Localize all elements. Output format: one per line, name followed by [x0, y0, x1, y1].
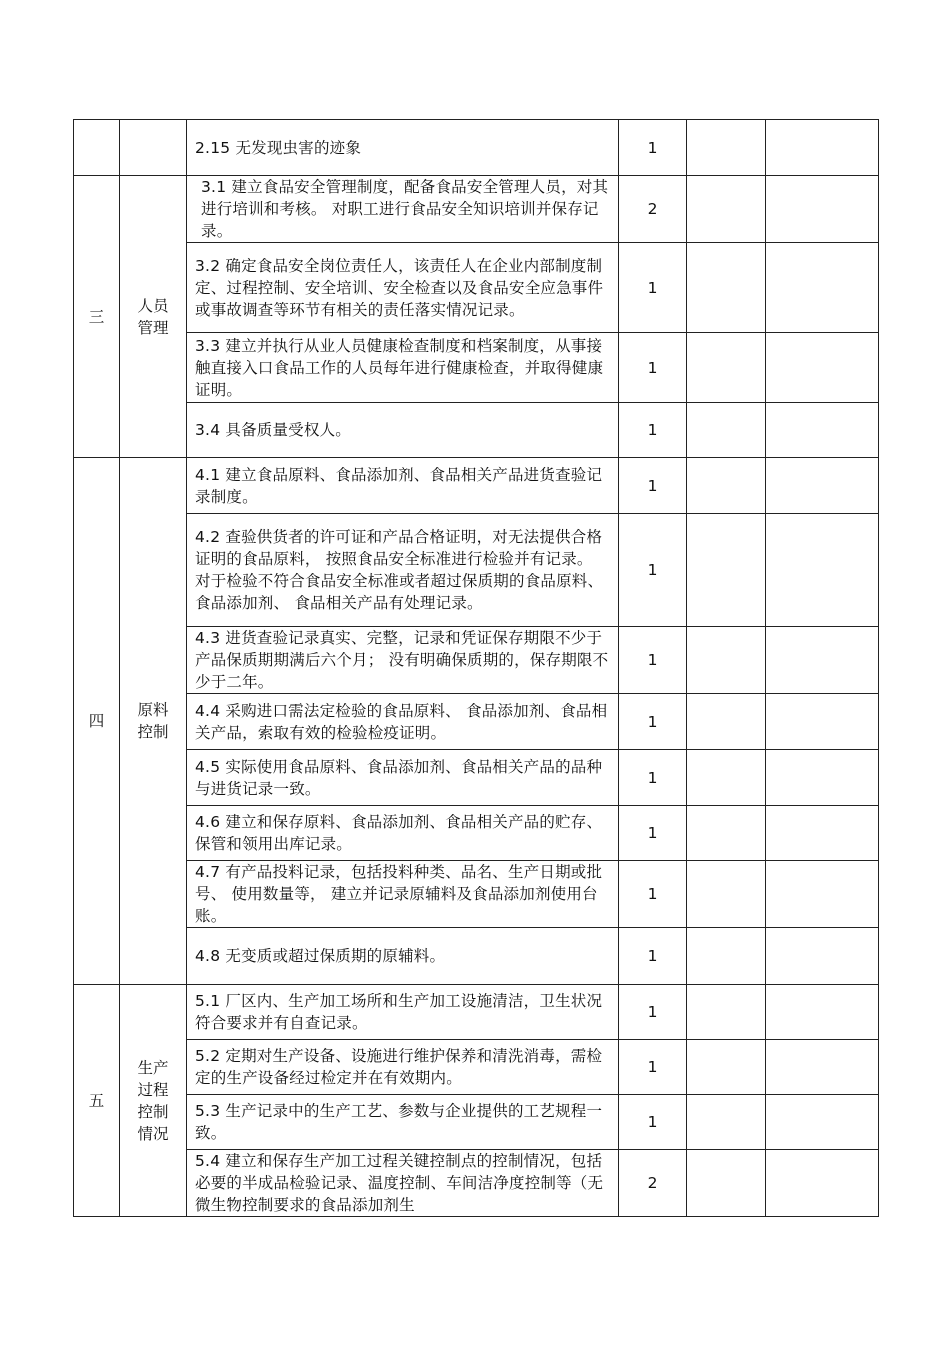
- item-score: 2: [619, 1150, 687, 1217]
- item-text: 2.15 无发现虫害的迹象: [187, 120, 619, 176]
- result-cell: [687, 1150, 766, 1217]
- result-cell: [687, 514, 766, 627]
- remark-cell: [766, 1040, 879, 1095]
- table-row: [74, 750, 879, 806]
- item-score: 1: [619, 333, 687, 403]
- table-row: [74, 243, 879, 333]
- result-cell: [687, 243, 766, 333]
- section-number: 四: [74, 458, 120, 985]
- table-row: [74, 627, 879, 694]
- remark-cell: [766, 928, 879, 985]
- item-text: 4.2 查验供货者的许可证和产品合格证明，对无法提供合格证明的食品原料， 按照食品安全标准进行检验并有记录。 对于检验不符合食品安全标准或者超过保质期的食品原料、 食品添加剂、 食品相关产品有处理记录。: [187, 514, 619, 627]
- item-text: 3.3 建立并执行从业人员健康检查制度和档案制度，从事接触直接入口食品工作的人员每年进行健康检查，并取得健康证明。: [187, 333, 619, 403]
- result-cell: [687, 333, 766, 403]
- item-score: 2: [619, 176, 687, 243]
- section-number: 五: [74, 985, 120, 1217]
- section-number: 三: [74, 176, 120, 458]
- item-text: 4.5 实际使用食品原料、食品添加剂、食品相关产品的品种与进货记录一致。: [187, 750, 619, 806]
- item-text: 4.3 进货查验记录真实、完整，记录和凭证保存期限不少于产品保质期期满后六个月； 没有明确保质期的，保存期限不少于二年。: [187, 627, 619, 694]
- table-row: [74, 514, 879, 627]
- item-text: 4.6 建立和保存原料、食品添加剂、食品相关产品的贮存、保管和领用出库记录。: [187, 806, 619, 861]
- remark-cell: [766, 1095, 879, 1150]
- table-row: [74, 333, 879, 403]
- item-score: 1: [619, 985, 687, 1040]
- remark-cell: [766, 333, 879, 403]
- result-cell: [687, 861, 766, 928]
- remark-cell: [766, 176, 879, 243]
- section-name: [120, 985, 187, 1217]
- remark-cell: [766, 458, 879, 514]
- table-row: [74, 458, 879, 514]
- remark-cell: [766, 514, 879, 627]
- section-name: [120, 176, 187, 458]
- column-divider: [186, 119, 187, 1209]
- item-score: 1: [619, 514, 687, 627]
- remark-cell: [766, 627, 879, 694]
- item-text: 5.1 厂区内、生产加工场所和生产加工设施清洁，卫生状况符合要求并有自查记录。: [187, 985, 619, 1040]
- table-row: [74, 806, 879, 861]
- item-text: 5.3 生产记录中的生产工艺、参数与企业提供的工艺规程一致。: [187, 1095, 619, 1150]
- section-name-text: 人员 管理: [137, 296, 169, 337]
- result-cell: [687, 928, 766, 985]
- item-score: 1: [619, 120, 687, 176]
- inspection-table: [73, 119, 879, 1217]
- item-score: 1: [619, 1040, 687, 1095]
- result-cell: [687, 806, 766, 861]
- remark-cell: [766, 985, 879, 1040]
- item-score: 1: [619, 243, 687, 333]
- table-row: [74, 176, 879, 243]
- item-text: 5.2 定期对生产设备、设施进行维护保养和清洗消毒，需检定的生产设备经过检定并在有效期内。: [187, 1040, 619, 1095]
- item-text: 4.8 无变质或超过保质期的原辅料。: [187, 928, 619, 985]
- table-row: [74, 120, 879, 176]
- table-row: [74, 1040, 879, 1095]
- result-cell: [687, 694, 766, 750]
- item-text: 5.4 建立和保存生产加工过程关键控制点的控制情况，包括必要的半成品检验记录、温度控制、车间洁净度控制等（无微生物控制要求的食品添加剂生: [187, 1150, 619, 1217]
- result-cell: [687, 1040, 766, 1095]
- section-name-text: 生产 过程 控制 情况: [137, 1058, 169, 1143]
- item-score: 1: [619, 928, 687, 985]
- item-text: 3.2 确定食品安全岗位责任人，该责任人在企业内部制度制定、过程控制、安全培训、安全检查以及食品安全应急事件或事故调查等环节有相关的责任落实情况记录。: [187, 243, 619, 333]
- table-row: [74, 1150, 879, 1217]
- result-cell: [687, 176, 766, 243]
- table-row: [74, 861, 879, 928]
- result-cell: [687, 403, 766, 458]
- section-name-cell: [120, 120, 187, 176]
- table-row: [74, 1095, 879, 1150]
- result-cell: [687, 985, 766, 1040]
- table-row: [74, 985, 879, 1040]
- item-score: 1: [619, 694, 687, 750]
- item-score: 1: [619, 861, 687, 928]
- item-score: 1: [619, 403, 687, 458]
- section-number-cell: [74, 120, 120, 176]
- section-name-text: 原料 控制: [137, 701, 169, 741]
- remark-cell: [766, 694, 879, 750]
- remark-cell: [766, 120, 879, 176]
- item-score: 1: [619, 806, 687, 861]
- item-score: 1: [619, 1095, 687, 1150]
- remark-cell: [766, 806, 879, 861]
- table-row: [74, 694, 879, 750]
- result-cell: [687, 1095, 766, 1150]
- result-cell: [687, 627, 766, 694]
- remark-cell: [766, 750, 879, 806]
- item-text: 4.4 采购进口需法定检验的食品原料、 食品添加剂、食品相关产品，索取有效的检验检疫证明。: [187, 694, 619, 750]
- result-cell: [687, 120, 766, 176]
- table-row: [74, 928, 879, 985]
- item-text: 4.7 有产品投料记录，包括投料种类、品名、生产日期或批号、 使用数量等， 建立并记录原辅料及食品添加剂使用台账。: [187, 861, 619, 928]
- remark-cell: [766, 861, 879, 928]
- item-text: 3.1 建立食品安全管理制度，配备食品安全管理人员，对其进行培训和考核。 对职工进行食品安全知识培训并保存记录。: [187, 176, 619, 243]
- item-text: 3.4 具备质量受权人。: [187, 403, 619, 458]
- item-score: 1: [619, 627, 687, 694]
- remark-cell: [766, 403, 879, 458]
- remark-cell: [766, 1150, 879, 1217]
- item-score: 1: [619, 750, 687, 806]
- section-name: [120, 458, 187, 985]
- table-row: [74, 403, 879, 458]
- item-text: 4.1 建立食品原料、食品添加剂、食品相关产品进货查验记录制度。: [187, 458, 619, 514]
- remark-cell: [766, 243, 879, 333]
- result-cell: [687, 458, 766, 514]
- item-score: 1: [619, 458, 687, 514]
- result-cell: [687, 750, 766, 806]
